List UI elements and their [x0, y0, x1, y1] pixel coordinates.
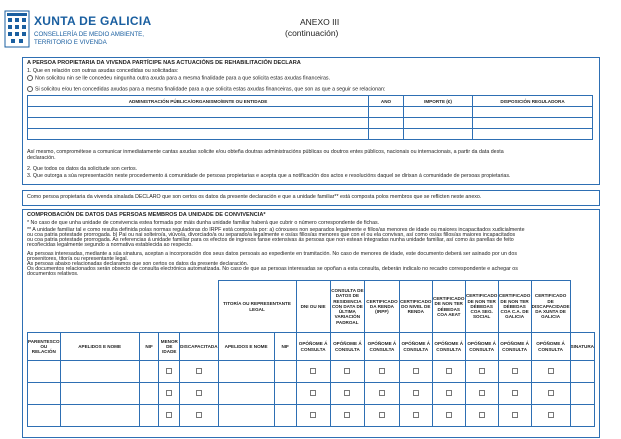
col-header-guardian-nif: NIF — [274, 333, 296, 361]
signature-cell[interactable] — [570, 361, 594, 383]
checkbox-cell — [432, 405, 465, 427]
checkbox-cell — [399, 361, 432, 383]
note-1: * No caso de que unha unidade de convivencia estea formada por máis dunha unidade familiar haberá que cubrir o número correspondente de fichas. — [27, 220, 380, 226]
oppose-checkbox[interactable] — [379, 368, 385, 374]
checkbox-cell — [498, 383, 531, 405]
group-header-guardian: TITOR/A OU REPRESENTANTE LEGAL — [218, 281, 296, 333]
oppose-header: OPÓÑOME Á CONSULTA — [296, 333, 330, 361]
oppose-header: OPÓÑOME Á CONSULTA — [432, 333, 465, 361]
table-cell[interactable] — [369, 118, 404, 129]
col-header-signature: SINATURA — [570, 333, 594, 361]
checkbox-cell — [531, 405, 570, 427]
checkbox-cell — [365, 383, 400, 405]
table-row — [28, 118, 593, 129]
checkbox-cell — [159, 405, 180, 427]
signature-cell[interactable] — [570, 383, 594, 405]
oppose-checkbox[interactable] — [413, 390, 419, 396]
oppose-checkbox[interactable] — [479, 368, 485, 374]
guardian-nif-cell[interactable] — [274, 361, 296, 383]
radio-other-aid[interactable] — [27, 86, 33, 92]
oppose-checkbox[interactable] — [446, 390, 452, 396]
other-aid-table — [27, 95, 593, 140]
oppose-checkbox[interactable] — [446, 368, 452, 374]
col-header-year: ANO — [369, 96, 404, 107]
checkbox-cell — [531, 383, 570, 405]
member-nif-cell[interactable] — [139, 405, 159, 427]
section-title: A PERSOA PROPIETARIA DA VIVENDA PARTÍCIPE NAS ACTUACIÓNS DE REHABILITACIÓN DECLARA — [27, 60, 301, 66]
oppose-checkbox[interactable] — [479, 390, 485, 396]
col-header-regulation: DISPOSICIÓN REGULADORA — [473, 96, 593, 107]
table-cell[interactable] — [473, 129, 593, 140]
table-cell[interactable] — [369, 107, 404, 118]
note-2-line: recoñecidas legalmente segundo a normativa establecida ao respecto. — [27, 242, 193, 248]
option-no-other-aid-label: Non solicitou nin se lle concedeu ningunha outra axuda para a mesma finalidade para a que solicita estas axudas financeiras. — [35, 75, 331, 82]
checkbox-cell — [296, 361, 330, 383]
member-name-cell[interactable] — [60, 383, 139, 405]
checkbox-cell — [465, 361, 498, 383]
oppose-checkbox[interactable] — [512, 390, 518, 396]
member-data-section — [22, 209, 600, 438]
table-row — [28, 383, 595, 405]
oppose-checkbox[interactable] — [512, 368, 518, 374]
declaration-item-2: 2. Que todos os datos da solicitude son certos. — [27, 166, 138, 172]
checkbox-cell — [465, 383, 498, 405]
col-header-amount: IMPORTE (€) — [404, 96, 473, 107]
checkbox-cell — [432, 383, 465, 405]
checkbox-cell — [296, 383, 330, 405]
oppose-checkbox[interactable] — [548, 412, 554, 418]
oppose-checkbox[interactable] — [379, 390, 385, 396]
checkbox-cell — [330, 383, 364, 405]
oppose-checkbox[interactable] — [413, 412, 419, 418]
minor-checkbox[interactable] — [166, 412, 172, 418]
document-header — [0, 0, 621, 56]
radio-no-other-aid[interactable] — [27, 75, 33, 81]
blank-header — [28, 281, 219, 333]
department-line-2: TERRITORIO E VIVENDA — [34, 39, 107, 46]
checkbox-cell — [399, 383, 432, 405]
oppose-checkbox[interactable] — [344, 390, 350, 396]
table-cell[interactable] — [404, 129, 473, 140]
doc-header-social-security: CERTIFICADO DE NON TER DÉBEDAS COA SEG. SOCIAL — [465, 281, 498, 333]
note-2-line: ** A unidade familiar tal e como resulta definida polas normas reguladoras do IRPF está composta por: a) cónxuxes non separados legalmente e fillos/as menores de idade ou maiores incapacitados xudicialmente — [27, 227, 525, 233]
org-name: XUNTA DE GALICIA — [34, 14, 152, 28]
consent-line: documentos relativos. — [27, 271, 79, 277]
checkbox-cell — [498, 361, 531, 383]
note-2-line: ou coa patria potestade prorrogada. b) Pai ou nai solteiro/a, viúvo/a, divorciado/a ou separado/a legalmente e os/as fillos/as menores que con el ou ela convivan, así como os/as fillos/as maiores incapacitados — [27, 232, 516, 238]
commitment-line-1: Así mesmo, comprométese a comunicar inmediatamente cantas axudas solicite e/ou obteña doutras administracións públicas ou doutros entes públicos, nacionais ou internacionais, a partir da data desta — [27, 149, 504, 155]
members-table — [27, 280, 595, 427]
consent-line: As persoas abaixo relacionadas declaramos que son certos os datos da presente declaración. — [27, 261, 249, 267]
table-row — [28, 361, 595, 383]
oppose-header: OPÓÑOME Á CONSULTA — [531, 333, 570, 361]
col-header-administration: ADMINISTRACIÓN PÚBLICA/ORGANISMO/ENTE OU ENTIDADE — [28, 96, 369, 107]
guardian-nif-cell[interactable] — [274, 405, 296, 427]
checkbox-cell — [330, 361, 364, 383]
xunta-shield-logo-icon — [4, 10, 30, 48]
relationship-cell[interactable] — [28, 361, 61, 383]
checkbox-cell — [498, 405, 531, 427]
disabled-checkbox[interactable] — [196, 368, 202, 374]
oppose-checkbox[interactable] — [479, 412, 485, 418]
oppose-header: OPÓÑOME Á CONSULTA — [330, 333, 364, 361]
checkbox-cell — [432, 361, 465, 383]
disabled-checkbox[interactable] — [196, 390, 202, 396]
checkbox-cell — [531, 361, 570, 383]
option-other-aid-label: Si solicitou e/ou ten concedidas axudas para a mesma finalidade para a que solicita estas axudas financeiras, que son as que a seguir se relacionan: — [35, 86, 386, 93]
table-row — [28, 129, 593, 140]
member-name-cell[interactable] — [60, 361, 139, 383]
doc-header-dni: DNI OU NIE — [296, 281, 330, 333]
consent-line: proxenitores, titor/a ou representante legal. — [27, 256, 128, 262]
table-cell[interactable] — [404, 118, 473, 129]
minor-checkbox[interactable] — [166, 368, 172, 374]
member-nif-cell[interactable] — [139, 361, 159, 383]
disabled-checkbox[interactable] — [196, 412, 202, 418]
member-nif-cell[interactable] — [139, 383, 159, 405]
guardian-name-cell[interactable] — [218, 405, 274, 427]
signature-cell[interactable] — [570, 405, 594, 427]
checkbox-cell — [180, 405, 218, 427]
declaration-item-1: 1. Que en relación con outras axudas concedidas ou solicitadas: — [27, 68, 179, 74]
checkbox-cell — [399, 405, 432, 427]
table-row — [28, 405, 595, 427]
oppose-checkbox[interactable] — [446, 412, 452, 418]
oppose-checkbox[interactable] — [310, 390, 316, 396]
col-header-minor: MENOR DE IDADE — [159, 333, 180, 361]
relationship-cell[interactable] — [28, 383, 61, 405]
relationship-cell[interactable] — [28, 405, 61, 427]
col-header-relationship: PARENTESCO OU RELACIÓN — [28, 333, 61, 361]
family-unit-text: Como persoa propietaria da vivenda sinalada DECLARO que son certos os datos da presente declaración e que a unidade familiar** está composta polos membros que se reflicten neste anexo. — [27, 194, 482, 200]
commitment-line-2: declaración. — [27, 155, 56, 161]
oppose-header: OPÓÑOME Á CONSULTA — [365, 333, 400, 361]
checkbox-cell — [365, 361, 400, 383]
oppose-checkbox[interactable] — [310, 368, 316, 374]
minor-checkbox[interactable] — [166, 390, 172, 396]
consent-line: Os documentos relacionados serán obxecto de consulta electrónica automatizada. No caso de que as persoas interesadas se opoñan a esta consulta, deberán indicalo no recadro correspondente e achegar os — [27, 266, 518, 272]
guardian-name-cell[interactable] — [218, 361, 274, 383]
checkbox-cell — [330, 405, 364, 427]
checkbox-cell — [365, 405, 400, 427]
option-other-aid — [27, 86, 385, 93]
checkbox-cell — [180, 361, 218, 383]
declaration-section — [22, 57, 600, 185]
table-cell[interactable] — [28, 129, 369, 140]
option-no-other-aid — [27, 75, 330, 82]
checkbox-cell — [159, 361, 180, 383]
note-2-line: ou coa patria potestade prorrogada. As referencias á unidade familiar para os efectos de ingresos fanse extensivas ás persoas que non estean integradas nunha unidade familiar, así como ás parellas de feito — [27, 237, 514, 243]
oppose-checkbox[interactable] — [344, 412, 350, 418]
oppose-header: OPÓÑOME Á CONSULTA — [498, 333, 531, 361]
doc-header-galicia: CERTIFICADO DE NON TER DÉBEDAS COA C.A. DE GALICIA — [498, 281, 531, 333]
col-header-member-name: APELIDOS E NOME — [60, 333, 139, 361]
blank-header — [570, 281, 594, 333]
annex-title: ANEXO III — [300, 17, 340, 27]
checkbox-cell — [465, 405, 498, 427]
col-header-guardian-name: APELIDOS E NOME — [218, 333, 274, 361]
oppose-checkbox[interactable] — [379, 412, 385, 418]
table-cell[interactable] — [28, 107, 369, 118]
table-cell[interactable] — [404, 107, 473, 118]
doc-header-income-level: CERTIFICADO DO NIVEL DE RENDA — [399, 281, 432, 333]
consent-line: As persoas interesadas, mediante a súa sinatura, aceptan a incorporación dos seus datos persoais ao expediente en tramitación. No caso de menores de idade, este documento deberá ser asinado por un dos — [27, 251, 517, 257]
doc-header-residence: CONSULTA DE DATOS DE RESIDENCIA CON DATA DE ÚLTIMA VARIACIÓN PADROAL — [330, 281, 364, 333]
oppose-checkbox[interactable] — [548, 390, 554, 396]
table-cell[interactable] — [473, 118, 593, 129]
oppose-header: OPÓÑOME Á CONSULTA — [399, 333, 432, 361]
family-unit-declaration — [22, 190, 600, 206]
oppose-header: OPÓÑOME Á CONSULTA — [465, 333, 498, 361]
oppose-checkbox[interactable] — [344, 368, 350, 374]
oppose-checkbox[interactable] — [310, 412, 316, 418]
doc-header-disability: CERTIFICADO DE DISCAPACIDADE DA XUNTA DE GALICIA — [531, 281, 570, 333]
section-title: COMPROBACIÓN DE DATOS DAS PERSOAS MEMBROS DA UNIDADE DE CONVIVENCIA* — [27, 212, 266, 218]
doc-header-irpf: CERTIFICADO DA RENDA (IRPF) — [365, 281, 400, 333]
oppose-checkbox[interactable] — [548, 368, 554, 374]
checkbox-cell — [159, 383, 180, 405]
guardian-name-cell[interactable] — [218, 383, 274, 405]
col-header-disabled: DISCAPACITADA — [180, 333, 218, 361]
checkbox-cell — [296, 405, 330, 427]
checkbox-cell — [180, 383, 218, 405]
doc-header-aeat: CERTIFICADO DE NON TER DÉBEDAS COA AEAT — [432, 281, 465, 333]
col-header-member-nif: NIF — [139, 333, 159, 361]
department-line-1: CONSELLERÍA DE MEDIO AMBIENTE, — [34, 31, 145, 38]
guardian-nif-cell[interactable] — [274, 383, 296, 405]
oppose-checkbox[interactable] — [512, 412, 518, 418]
oppose-checkbox[interactable] — [413, 368, 419, 374]
table-cell[interactable] — [28, 118, 369, 129]
table-row — [28, 107, 593, 118]
declaration-item-3: 3. Que outorga a súa representación neste procedemento á comunidade de persoas propietarias e acepta que a notificación dos actos e resolucións daquel se dirixan á comunidade de persoas propietarias. — [27, 173, 511, 179]
annex-subtitle: (continuación) — [285, 28, 339, 38]
table-cell[interactable] — [369, 129, 404, 140]
member-name-cell[interactable] — [60, 405, 139, 427]
table-cell[interactable] — [473, 107, 593, 118]
